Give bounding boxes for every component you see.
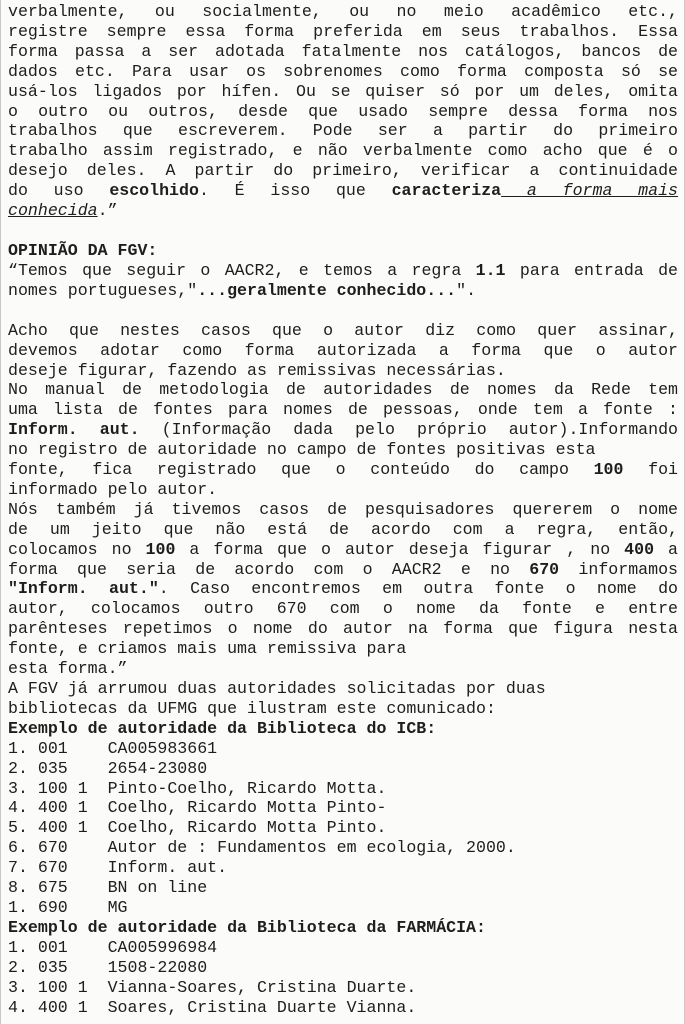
record-row: 5. 400 1 Coelho, Ricardo Motta Pinto.	[8, 818, 387, 838]
underlined-text: a forma mais	[501, 181, 678, 201]
text-line	[8, 181, 678, 201]
text-line: forma passa a ser adotada fatalmente nos catálogos, bancos de	[8, 41, 678, 61]
text-span: . Caso encontremos em outra fonte o nome do	[158, 579, 678, 599]
spacer	[8, 221, 678, 241]
text-span: do uso	[8, 181, 110, 201]
text-line: registre sempre essa forma preferida em seus trabalhos. Essa	[8, 21, 678, 41]
text-span: forma que seria de acordo com o AACR2 e no	[8, 559, 530, 579]
text-line: A FGV já arrumou duas autoridades solicitadas por duas	[8, 679, 546, 698]
text-span: nomes portugueses,"	[8, 280, 198, 300]
text-line	[8, 281, 678, 301]
text-line	[8, 201, 678, 221]
text-span: a forma que o autor deseja figurar , no	[175, 539, 625, 559]
text-span: para entrada de	[505, 260, 678, 280]
text-line: autor, colocamos outro 670 com o nome da fonte e entre	[8, 599, 678, 619]
text-line	[8, 460, 678, 480]
text-line: bibliotecas da UFMG que ilustram este comunicado:	[8, 698, 496, 718]
text-line: informado pelo autor.	[8, 479, 218, 499]
record-row: 8. 675 BN on line	[8, 878, 208, 898]
bold-text: 100	[145, 539, 176, 559]
record-row: 2. 035 2654-23080	[8, 758, 208, 778]
text-line: fonte, e criamos mais uma remissiva para	[8, 639, 407, 659]
spacer	[8, 301, 678, 321]
body-paragraphs	[8, 321, 678, 719]
record-row: 1. 690 MG	[8, 897, 128, 917]
text-line: esta forma.”	[8, 659, 128, 679]
text-line	[8, 261, 678, 281]
text-span: fonte, fica registrado que o conteúdo do campo	[8, 460, 594, 480]
section-heading	[8, 241, 678, 261]
record-row: 4. 400 1 Soares, Cristina Duarte Vianna.	[8, 997, 417, 1017]
bold-text: Inform. aut.	[8, 420, 140, 440]
bold-text: Exemplo de autoridade da Biblioteca do ICB:	[8, 718, 437, 738]
bold-text: escolhido	[109, 181, 199, 201]
record-row: 3. 100 1 Pinto-Coelho, Ricardo Motta.	[8, 778, 387, 798]
text-line: desejo deles. A partir do primeiro, verificar a continuidade	[8, 161, 678, 181]
underlined-text: conhecida	[8, 201, 98, 221]
text-line	[8, 540, 678, 560]
text-span: (Informação dada pelo próprio autor).Informando	[139, 420, 679, 440]
text-line: dados etc. Para usar os sobrenomes como forma composta só se	[8, 61, 678, 81]
bold-text: Exemplo de autoridade da Biblioteca da FARMÁCIA:	[8, 917, 486, 937]
record-row: 1. 001 CA005983661	[8, 738, 218, 758]
text-span: colocamos no	[8, 539, 146, 559]
fgv-opinion	[8, 241, 678, 301]
bold-text: caracteriza	[391, 181, 502, 201]
text-line: no registro de autoridade no campo de fontes positivas esta	[8, 440, 596, 460]
text-line: parênteses repetimos o nome do autor na forma que figura nesta	[8, 619, 678, 639]
text-line	[8, 560, 678, 580]
bold-text: ...geralmente conhecido...	[197, 280, 457, 300]
record-row: 2. 035 1508-22080	[8, 957, 208, 977]
text-span: .”	[97, 201, 118, 221]
text-span: foi	[623, 460, 678, 480]
text-line: verbalmente, ou socialmente, ou no meio acadêmico etc.,	[8, 2, 678, 21]
text-line: deseje figurar, fazendo as remissivas necessárias.	[8, 360, 506, 380]
text-line: uma lista de fontes para nomes de pessoas, onde tem a fonte :	[8, 400, 678, 420]
text-line: usá-los ligados por hífen. Ou se quiser só por um deles, omita	[8, 81, 678, 101]
record-row: 6. 670 Autor de : Fundamentos em ecologia, 2000.	[8, 838, 516, 858]
record-row: 3. 100 1 Vianna-Soares, Cristina Duarte.	[8, 977, 417, 997]
example-heading	[8, 719, 678, 739]
text-span: a	[654, 539, 678, 559]
text-span: informamos	[559, 559, 678, 579]
bold-text: 100	[593, 460, 624, 480]
text-span: ".	[456, 280, 477, 300]
text-line: devemos adotar como forma autorizada a forma que o autor	[8, 340, 678, 360]
text-line: No manual de metodologia de autoridades de nomes da Rede tem	[8, 380, 678, 400]
record-row: 7. 670 Inform. aut.	[8, 858, 228, 878]
text-line: trabalhos que escreverem. Pode ser a partir do primeiro	[8, 121, 678, 141]
text-line: trabalho assim registrado, e não verbalmente como acho que é o	[8, 141, 678, 161]
bold-text: OPINIÃO DA FGV:	[8, 240, 158, 260]
bold-text: "Inform. aut."	[8, 579, 159, 599]
text-line: o outro ou outros, desde que usado sempre dessa forma nos	[8, 101, 678, 121]
record-row: 1. 001 CA005996984	[8, 937, 218, 957]
bold-text: 1.1	[475, 260, 506, 280]
example-icb	[8, 719, 678, 918]
bold-text: 670	[529, 559, 560, 579]
text-span: “Temos que seguir o AACR2, e temos a regra	[8, 260, 476, 280]
text-line	[8, 420, 678, 440]
intro-paragraph	[8, 2, 678, 221]
text-line: de um jeito que não está de acordo com a regra, então,	[8, 519, 678, 539]
text-line	[8, 579, 678, 599]
example-farmacia	[8, 918, 678, 1018]
text-line: Nós também já tivemos casos de pesquisadores quererem o nome	[8, 499, 678, 519]
record-row: 4. 400 1 Coelho, Ricardo Motta Pinto-	[8, 798, 387, 818]
text-line: Acho que nestes casos que o autor diz como quer assinar,	[8, 320, 678, 340]
bold-text: 400	[624, 539, 655, 559]
example-heading	[8, 918, 678, 938]
text-span: . É isso que	[198, 181, 392, 201]
